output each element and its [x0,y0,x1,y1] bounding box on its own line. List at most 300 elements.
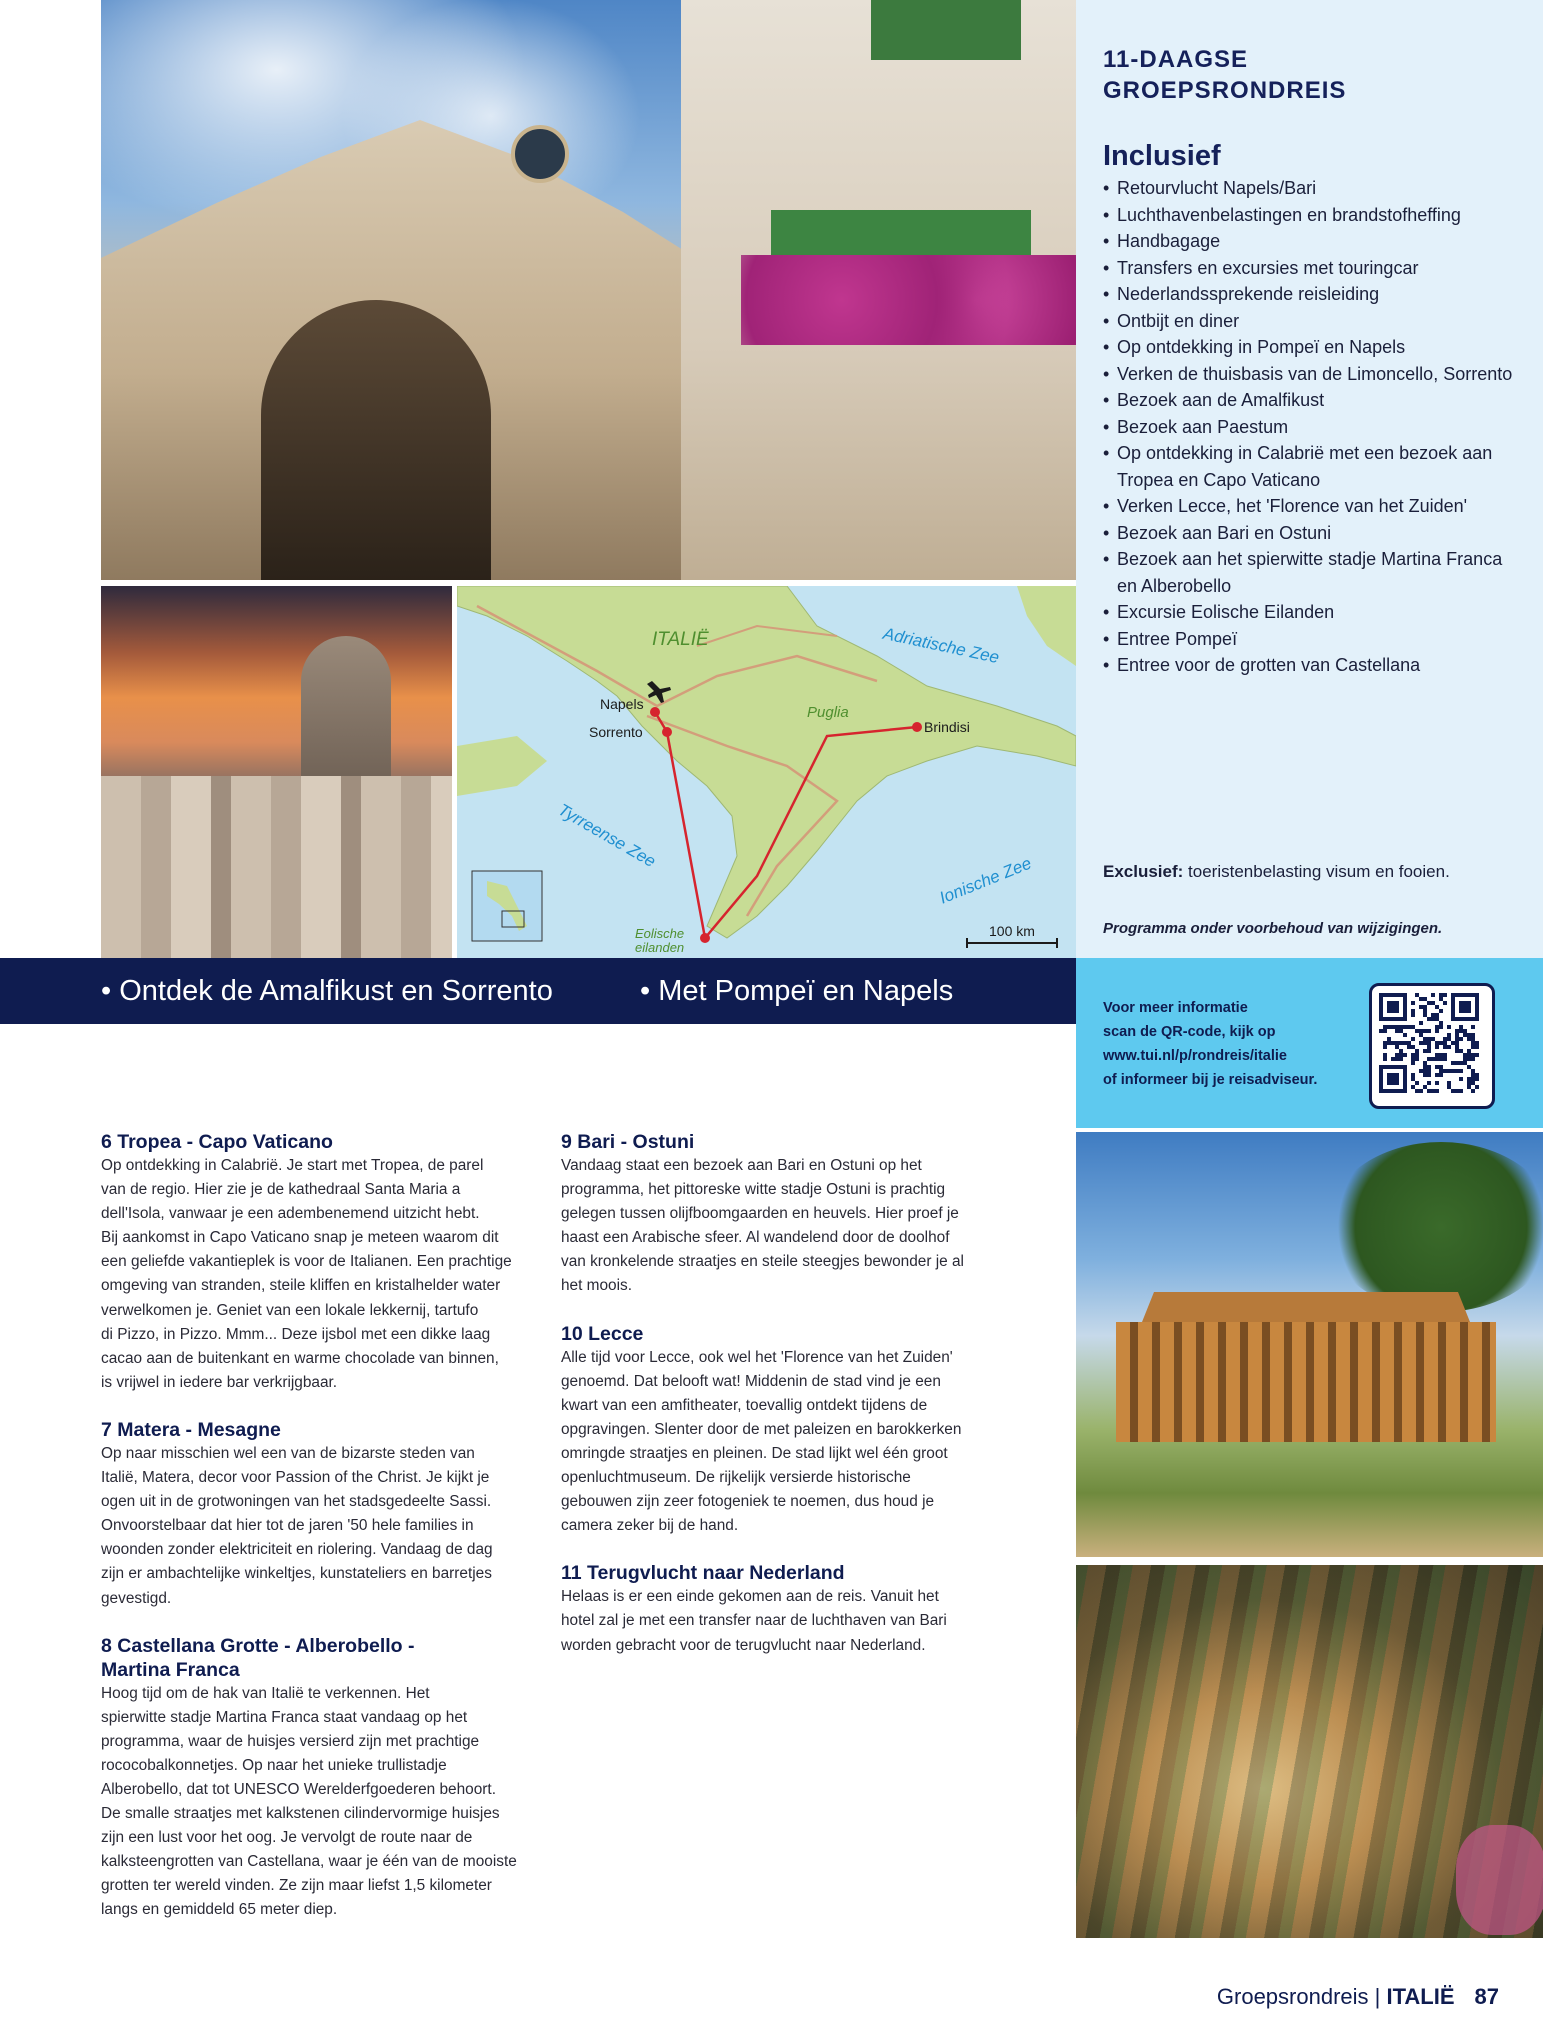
info-box [1076,958,1543,1128]
qr-module [1391,1025,1395,1029]
qr-module [1423,1061,1427,1065]
day-text-line: is vrijwel in iedere bar verkrijgbaar. [101,1373,338,1391]
qr-module [1471,1025,1475,1029]
qr-module [1447,1081,1451,1085]
qr-module [1471,1069,1475,1073]
qr-module [1427,1037,1431,1041]
map-label-eolische: Eolische [635,926,685,941]
qr-module [1435,1089,1439,1093]
qr-module [1435,1005,1439,1009]
qr-module [1431,1037,1435,1041]
qr-module [1411,1045,1415,1049]
banner-highlight-1: • Ontdek de Amalfikust en Sorrento [101,975,553,1007]
map-label-ionian: Ionische Zee [936,853,1035,908]
qr-module [1443,1045,1447,1049]
qr-module [1447,1025,1451,1029]
highlight-banner [0,958,1076,1024]
qr-finder [1387,1073,1399,1085]
qr-module [1411,1037,1415,1041]
route-map [457,586,1076,958]
qr-module [1427,1017,1431,1021]
inclusief-item: • Entree voor de grotten van Castellana [1103,652,1523,679]
qr-module [1471,1053,1475,1057]
qr-module [1395,1045,1399,1049]
qr-module [1459,1029,1463,1033]
qr-module [1455,1029,1459,1033]
qr-module [1475,1053,1479,1057]
qr-module [1475,1085,1479,1089]
qr-module [1471,1073,1475,1077]
info-line: scan de QR-code, kijk op [1103,1024,1276,1040]
day-title: 9 Bari - Ostuni [561,1131,695,1153]
qr-module [1455,1033,1459,1037]
qr-module [1411,1025,1415,1029]
qr-module [1415,1089,1419,1093]
inclusief-item: • Verken de thuisbasis van de Limoncello, Sorrento [1103,361,1523,388]
qr-module [1443,1069,1447,1073]
map-label-scale: 100 km [989,923,1035,939]
qr-module [1435,1065,1439,1069]
qr-module [1379,1029,1383,1033]
qr-module [1427,1057,1431,1061]
qr-module [1475,1073,1479,1077]
qr-module [1439,1069,1443,1073]
cave-formation [1456,1825,1543,1935]
qr-finder [1459,1001,1471,1013]
qr-module [1467,1081,1471,1085]
itinerary-column-left [101,1130,536,1946]
qr-module [1439,997,1443,1001]
day-text-line: genoemd. Dat belooft wat! Middenin de stad vind je een [561,1372,941,1390]
qr-module [1419,997,1423,1001]
qr-module [1471,1089,1475,1093]
qr-module [1471,1081,1475,1085]
qr-module [1463,1057,1467,1061]
qr-module [1471,1077,1475,1081]
qr-module [1411,1009,1415,1013]
qr-module [1451,1041,1455,1045]
day-text-line: Italië, Matera, decor voor Passion of the Christ. Je kijkt je [101,1469,490,1487]
trip-type-line2: GROEPSRONDREIS [1103,77,1347,104]
qr-module [1383,1053,1387,1057]
qr-module [1415,1049,1419,1053]
trip-type-line1: 11-DAAGSE [1103,46,1249,73]
map-label-sorrento: Sorrento [589,724,643,740]
qr-module [1387,1037,1391,1041]
qr-module [1443,1053,1447,1057]
qr-module [1455,1089,1459,1093]
qr-module [1471,1057,1475,1061]
qr-module [1435,1045,1439,1049]
qr-module [1403,1053,1407,1057]
inclusief-item: • Nederlandssprekende reisleiding [1103,281,1523,308]
itinerary-day [561,1130,996,1299]
qr-module [1455,1049,1459,1053]
qr-module [1403,1025,1407,1029]
qr-module [1435,1053,1439,1057]
qr-module [1415,1029,1419,1033]
photo-castellana-caves [1076,1565,1543,1938]
day-title: 7 Matera - Mesagne [101,1418,281,1441]
qr-module [1419,1069,1423,1073]
qr-module [1391,1057,1395,1061]
qr-module [1411,1077,1415,1081]
sorrento-marker [662,727,672,737]
day-text-line: zijn er ambachtelijke winkeltjes, kunstateliers en barretjes [101,1565,492,1583]
exclusief-note [1103,862,1523,882]
banner-highlight-2: • Met Pompeï en Napels [640,975,954,1007]
qr-module [1387,1025,1391,1029]
map-label-adriatic: Adriatische Zee [881,623,1001,668]
inclusief-panel [1076,0,1543,958]
day-text-line: programma, het pittoreske witte stadje Ostuni is prachtig [561,1181,946,1199]
inclusief-item: • Op ontdekking in Calabrië met een bezoek aan Tropea en Capo Vaticano [1103,440,1523,493]
qr-module [1427,1069,1431,1073]
qr-module [1411,1061,1415,1065]
qr-module [1467,1037,1471,1041]
qr-module [1467,1085,1471,1089]
day-text-line: spierwitte stadje Martina Franca staat vandaag op het [101,1708,468,1726]
qr-module [1447,1085,1451,1089]
day-text-line: langs en gemiddeld 65 meter diep. [101,1901,338,1919]
qr-module [1455,1045,1459,1049]
qr-module [1411,1001,1415,1005]
qr-module [1427,1041,1431,1045]
qr-module [1475,1045,1479,1049]
qr-module [1443,1001,1447,1005]
info-url-link[interactable]: www.tui.nl/p/rondreis/italie [1103,1048,1287,1064]
day-text-line: haast een Arabische sfeer. Al wandelend door de doolhof [561,1229,950,1247]
qr-module [1439,1053,1443,1057]
info-text [1103,996,1343,1092]
qr-module [1383,1057,1387,1061]
exclusief-text: toeristenbelasting visum en fooien. [1183,862,1450,881]
qr-module [1395,1057,1399,1061]
day-text-line: programma, waar de huisjes versierd zijn met prachtige [101,1732,480,1750]
qr-module [1435,1025,1439,1029]
day-text-line: worden gebracht voor de terugvlucht naar Nederland. [561,1636,926,1654]
qr-module [1427,1073,1431,1077]
qr-module [1467,1053,1471,1057]
qr-module [1455,1041,1459,1045]
qr-module [1419,1033,1423,1037]
info-line: Voor meer informatie [1103,1000,1248,1016]
qr-finder [1387,1001,1399,1013]
inclusief-item: • Bezoek aan het spierwitte stadje Martina Franca en Alberobello [1103,546,1523,599]
day-text-line: kalksteengrotten van Castellana, waar je één van de mooiste [101,1853,517,1871]
inclusief-item: • Entree Pompeï [1103,626,1523,653]
qr-module [1427,1001,1431,1005]
qr-module [1435,1081,1439,1085]
qr-module [1439,1057,1443,1061]
qr-module [1383,1045,1387,1049]
archway [261,300,491,580]
qr-module [1431,1017,1435,1021]
day-text-line: De smalle straatjes met kalkstenen cilindervormige huisjes [101,1805,500,1823]
qr-module [1455,1037,1459,1041]
day-text-line: Bij aankomst in Capo Vaticano snap je meteen waarom dit [101,1229,499,1247]
balkan-coast [1017,586,1076,666]
qr-module [1423,1005,1427,1009]
qr-module [1411,1085,1415,1089]
day-title: 8 Castellana Grotte - Alberobello - [101,1634,415,1657]
qr-module [1411,1053,1415,1057]
qr-module [1467,1077,1471,1081]
qr-module [1415,1057,1419,1061]
footer-separator: | [1368,1984,1387,2009]
qr-module [1423,1049,1427,1053]
page-footer [1217,1984,1499,2010]
qr-module [1399,1041,1403,1045]
day-text-line: omringde straatjes en pleinen. De stad lijkt wel één groot [561,1444,948,1462]
qr-module [1475,1077,1479,1081]
qr-module [1399,1049,1403,1053]
day-text-line: cacao aan de buitenkant en warme chocolade van binnen, [101,1349,499,1367]
qr-module [1431,993,1435,997]
qr-module [1471,1033,1475,1037]
qr-module [1423,1041,1427,1045]
day-text-line: Alle tijd voor Lecce, ook wel het 'Florence van het Zuiden' [561,1348,953,1366]
qr-module [1399,1057,1403,1061]
inclusief-item: • Transfers en excursies met touringcar [1103,255,1523,282]
island-landmass [457,736,547,796]
green-shutter [871,0,1021,60]
inclusief-item: • Ontbijt en diner [1103,308,1523,335]
itinerary-day [561,1561,996,1657]
map-label-tyrrhenian: Tyrreense Zee [554,800,659,872]
qr-module [1411,1013,1415,1017]
qr-module [1459,1089,1463,1093]
qr-module [1459,1077,1463,1081]
qr-module [1455,1069,1459,1073]
qr-module [1419,1089,1423,1093]
qr-module [1447,1069,1451,1073]
pine-tree [1326,1142,1543,1312]
qr-module [1451,1061,1455,1065]
inclusief-item: • Bezoek aan Bari en Ostuni [1103,520,1523,547]
day-text-line: Hoog tijd om de hak van Italië te verkennen. Het [101,1684,430,1702]
inclusief-item: • Bezoek aan de Amalfikust [1103,387,1523,414]
day-title: Martina Franca [101,1658,240,1681]
day-text-line: kwart van een amfitheater, toevallig ontdekt tijdens de [561,1396,928,1414]
qr-module [1387,1041,1391,1045]
qr-module [1439,1025,1443,1029]
qr-module [1435,1073,1439,1077]
qr-module [1471,1041,1475,1045]
day-text-line: opgravingen. Slenter door de met paleizen en barokkerken [561,1420,962,1438]
qr-module [1419,1005,1423,1009]
exclusief-label: Exclusief: [1103,862,1184,881]
qr-module [1391,1041,1395,1045]
qr-module [1439,1073,1443,1077]
qr-module [1447,1033,1451,1037]
day-title: 11 Terugvlucht naar Nederland [561,1562,845,1585]
qr-module [1439,1065,1443,1069]
flower-balcony [741,255,1076,345]
qr-module [1475,1041,1479,1045]
day-text-line: ogen uit in de grotwoningen van het stadsgedeelte Sassi. [101,1493,492,1511]
brindisi-marker [912,722,922,732]
qr-module [1423,1037,1427,1041]
qr-module [1443,1057,1447,1061]
qr-module [1435,1017,1439,1021]
map-label-region: Puglia [807,704,849,721]
footer-section: Groepsrondreis [1216,1984,1369,2009]
day-text-line: woonden zonder elektriciteit en riolering. Vandaag de dag [101,1541,493,1559]
qr-module [1395,1025,1399,1029]
qr-module [1419,1041,1423,1045]
qr-module [1431,1013,1435,1017]
qr-module [1443,1037,1447,1041]
itinerary-day [101,1634,536,1923]
qr-module [1439,1041,1443,1045]
qr-code[interactable] [1369,983,1495,1109]
qr-module [1439,993,1443,997]
qr-module [1399,1053,1403,1057]
qr-module [1463,1061,1467,1065]
day-text-line: camera zeker bij de hand. [561,1517,739,1535]
day-text-line: Vandaag staat een bezoek aan Bari en Ostuni op het [561,1157,922,1174]
qr-module [1459,1069,1463,1073]
qr-module [1471,1045,1475,1049]
qr-module [1411,1057,1415,1061]
qr-module [1431,1089,1435,1093]
clock-tower [511,125,569,183]
qr-module [1435,1057,1439,1061]
qr-module [1443,993,1447,997]
qr-module [1395,1029,1399,1033]
qr-module [1451,1069,1455,1073]
qr-module [1459,1025,1463,1029]
qr-module [1427,1081,1431,1085]
day-text-line: grotten ter wereld vinden. Ze zijn maar liefst 1,5 kilometer [101,1877,492,1895]
day-text-line: hotel zal je met een transfer naar de luchthaven van Bari [561,1612,947,1630]
photo-napels-skyline [101,586,452,958]
qr-module [1423,1069,1427,1073]
qr-module [1423,1013,1427,1017]
qr-module [1395,1053,1399,1057]
qr-module [1467,1033,1471,1037]
day-title: 10 Lecce [561,1322,644,1345]
qr-module [1431,1057,1435,1061]
temple-columns [1116,1322,1496,1442]
day-text-line: Op ontdekking in Calabrië. Je start met Tropea, de parel [101,1157,484,1174]
city-buildings [101,776,452,958]
qr-module [1455,1061,1459,1065]
day-text-line: dell'Isola, vanwaar je een adembenemend uitzicht hebt. [101,1205,480,1223]
itinerary-day [561,1322,996,1539]
qr-module [1451,1089,1455,1093]
qr-module [1427,1029,1431,1033]
day-text-line: van kronkelende straatjes en steile steegjes bewonder je al [561,1253,964,1271]
day-text-line: een geliefde vakantieplek is voor de Italianen. Een prachtige [101,1253,512,1271]
day-text-line: gebouwen zijn zeer fotogeniek te noemen, dus houd je [561,1493,935,1511]
inclusief-item: • Handbagage [1103,228,1523,255]
itinerary-day [101,1418,536,1611]
inclusief-item: • Verken Lecce, het 'Florence van het Zuiden' [1103,493,1523,520]
qr-module [1443,1041,1447,1045]
day-text-line: het moois. [561,1277,633,1295]
qr-module [1403,1041,1407,1045]
qr-module [1423,1073,1427,1077]
day-text-line: Helaas is er een einde gekomen aan de reis. Vanuit het [561,1588,939,1606]
church-dome [301,636,391,786]
qr-module [1427,1089,1431,1093]
day-text-line: openluchtmuseum. De rijkelijk versierde historische [561,1469,911,1487]
footer-country: ITALIË [1386,1984,1455,2009]
day-text-line: gelegen tussen olijfboomgaarden en heuvels. Hier proef je [561,1205,959,1223]
qr-module [1431,1001,1435,1005]
day-text-line: Alberobello, dat tot UNESCO Werelderfgoederen behoort. [101,1780,496,1798]
trip-type-heading [1103,44,1523,106]
qr-module [1419,1029,1423,1033]
qr-module [1423,1009,1427,1013]
qr-module [1407,1025,1411,1029]
qr-module [1435,1013,1439,1017]
qr-module [1447,1045,1451,1049]
inclusief-heading: Inclusief [1103,140,1221,172]
qr-module [1459,1049,1463,1053]
day-text-line: van de regio. Hier zie je de kathedraal Santa Maria a [101,1181,461,1199]
qr-module [1459,1061,1463,1065]
day-text-line: di Pizzo, in Pizzo. Mmm... Deze ijsbol met een dikke laag [101,1325,491,1343]
qr-module [1419,1021,1423,1025]
inclusief-item: • Excursie Eolische Eilanden [1103,599,1523,626]
map-label-napels: Napels [600,696,644,712]
qr-module [1407,1045,1411,1049]
qr-module [1439,1021,1443,1025]
inclusief-item: • Luchthavenbelastingen en brandstofheffing [1103,202,1523,229]
qr-module [1415,993,1419,997]
qr-module [1447,1037,1451,1041]
qr-module [1467,1057,1471,1061]
qr-module [1459,1037,1463,1041]
qr-module [1423,1065,1427,1069]
qr-module [1399,1025,1403,1029]
eolische-marker [700,933,710,943]
qr-module [1415,1053,1419,1057]
itinerary-day [101,1130,536,1395]
napels-marker [650,707,660,717]
inclusief-list [1103,175,1523,679]
inclusief-item: • Retourvlucht Napels/Bari [1103,175,1523,202]
qr-module [1423,997,1427,1001]
day-text-line: omgeving van stranden, steile kliffen en kristalhelder water [101,1277,501,1295]
photo-paestum-temple [1076,1132,1543,1557]
day-text-line: verwelkomen je. Geniet van een lokale lekkernij, tartufo [101,1301,479,1319]
qr-module [1471,1037,1475,1041]
qr-module [1439,1009,1443,1013]
day-text-line: Onvoorstelbaar dat hier tot de jaren '50 hele families in [101,1517,474,1535]
qr-module [1435,1029,1439,1033]
inclusief-item: • Bezoek aan Paestum [1103,414,1523,441]
page-number: 87 [1474,1984,1499,2009]
qr-module [1383,1029,1387,1033]
day-text-line: rococobalkonnetjes. Op naar het unieke trullistadje [101,1756,447,1774]
qr-module [1427,1065,1431,1069]
qr-module [1467,1065,1471,1069]
qr-code-graphic [1372,986,1486,1100]
day-title: 6 Tropea - Capo Vaticano [101,1131,333,1153]
info-line: of informeer bij je reisadviseur. [1103,1072,1318,1088]
map-label-eilanden: eilanden [635,940,685,955]
qr-module [1411,1073,1415,1077]
itinerary-column-right [561,1130,996,1681]
qr-module [1423,1085,1427,1089]
qr-module [1383,1041,1387,1045]
qr-module [1463,1033,1467,1037]
qr-module [1463,1029,1467,1033]
